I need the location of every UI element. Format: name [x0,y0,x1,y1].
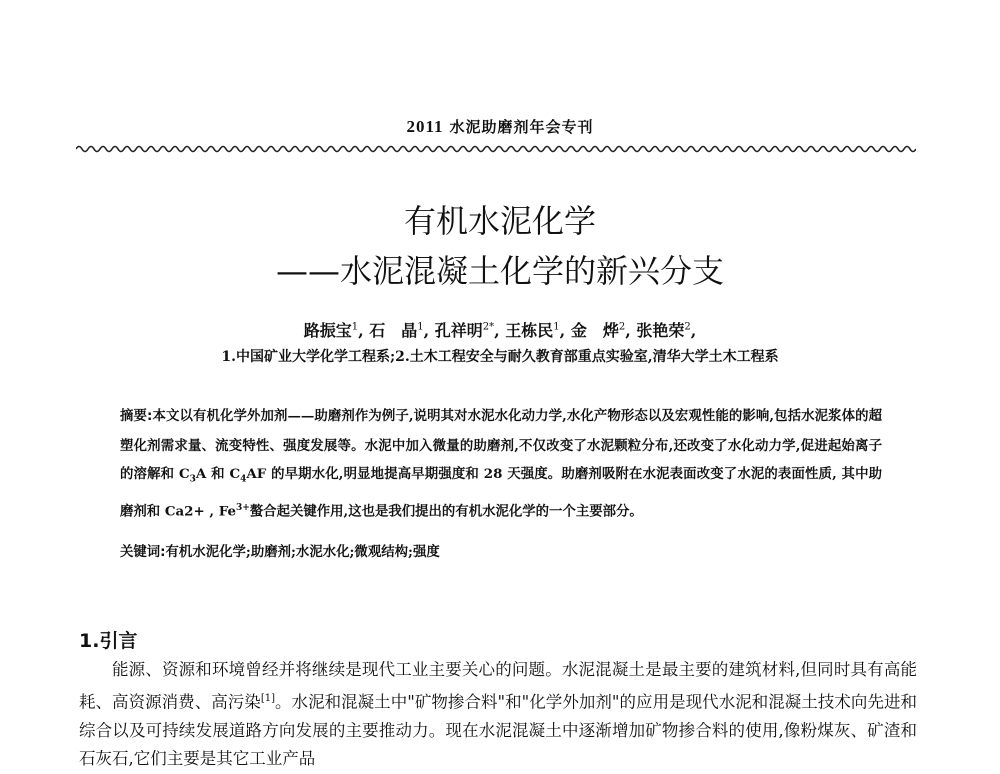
author: 张艳荣 [636,321,685,340]
affiliations: 1.中国矿业大学化学工程系;2.土木工程安全与耐久教育部重点实验室,清华大学土木工程系 [221,349,779,365]
formula-c3a: $C_3A$ [178,466,207,485]
author-list: 路振宝$^1$, 石 晶$^1$, 孔祥明$^{2*}$, 王栋民$^1$, 金 烨$^2$, 张艳荣$^2$, [303,321,697,340]
abstract-label: 摘要: [120,409,153,424]
abstract: 摘要:本文以有机化学外加剂——助磨剂作为例子,说明其对水泥水化动力学,水化产物形态以及宏观性能的影响,包括水泥浆体的超塑化剂需求量、流变特性、强度发展等。水泥中加入微量的助磨剂,不仅改变了水泥颗粒分布,还改变了水化动力学,促进起始离子的溶解和 $C_3A$ 和 $C_4AF$ 的早期水化,明显地提高早期强度和 28 天强度。助磨剂吸附在水泥表面改变了水泥的表面性质, 其中助磨剂和 Ca2+ , $Fe^{3+}$螯合起关键作用,这也是我们提出的有机水泥化学的一个主要部分。 [120,408,883,520]
running-header [0,116,1000,137]
author-affil-mark: 1 [417,321,424,333]
body-paragraph: 能源、资源和环境曾经并将继续是现代工业主要关心的问题。水泥混凝土是最主要的建筑材料,但同时具有高能耗、高资源消费、高污染[1]。水泥和混凝土中"矿物掺合料"和"化学外加剂"的应用是现代水泥和混凝土技术向先进和综合以及可持续发展道路方向发展的主要推动力。现在水泥混凝土中逐渐增加矿物掺合料的使用,像粉煤灰、矿渣和石灰石,它们主要是其它工业产品 [79,660,917,769]
keywords-label: 关键词: [120,545,166,560]
abstract-text: 本文以有机化学外加剂——助磨剂作为例子,说明其对水泥水化动力学,水化产物形态以及宏观性能的影响,包括水泥浆体的超塑化剂需求量、流变特性、强度发展等。水泥中加入微量的助磨剂,不仅改变了水泥颗粒分布,还改变了水化动力学,促进起始离子的溶解和 [120,408,882,482]
wavy-rule [76,139,916,159]
keywords [120,541,882,560]
author-affil-mark: 2 [684,321,691,333]
author-affil-mark: 2 [618,321,626,333]
author-affil-mark: 2* [482,321,495,333]
author-affil-mark: 1 [351,321,359,333]
formula-c4af: $C_4AF$ [229,466,267,485]
author: 孔祥明 [434,321,483,340]
header-year: 2011 [406,117,444,136]
title-subtitle: ——水泥混凝土化学的新兴分支 [275,252,724,290]
keywords-text: 有机水泥化学;助磨剂;水泥水化;微观结构;强度 [165,544,440,560]
ion-charge: 3+ [235,503,250,514]
author: 石 晶 [369,321,418,340]
section-heading: 1.引言 [79,630,138,652]
author: 王栋民 [505,321,554,340]
header-journal: 水泥助磨剂年会专刊 [449,118,594,136]
citation-ref: [1] [260,692,275,704]
author: 金 烨 [570,321,619,340]
abstract-text: 螯合起关键作用,这也是我们提出的有机水泥化学的一个主要部分。 [249,503,643,520]
abstract-text: 的早期水化,明显地提高早期强度和 28 天强度。助磨剂吸附在水泥表面改变了水泥的表面性质, 其中助磨剂和 Ca2+ , Fe [120,466,883,520]
author: 路振宝 [303,321,352,340]
title-main: 有机水泥化学 [403,202,596,240]
author-affil-mark: 1 [553,321,560,333]
